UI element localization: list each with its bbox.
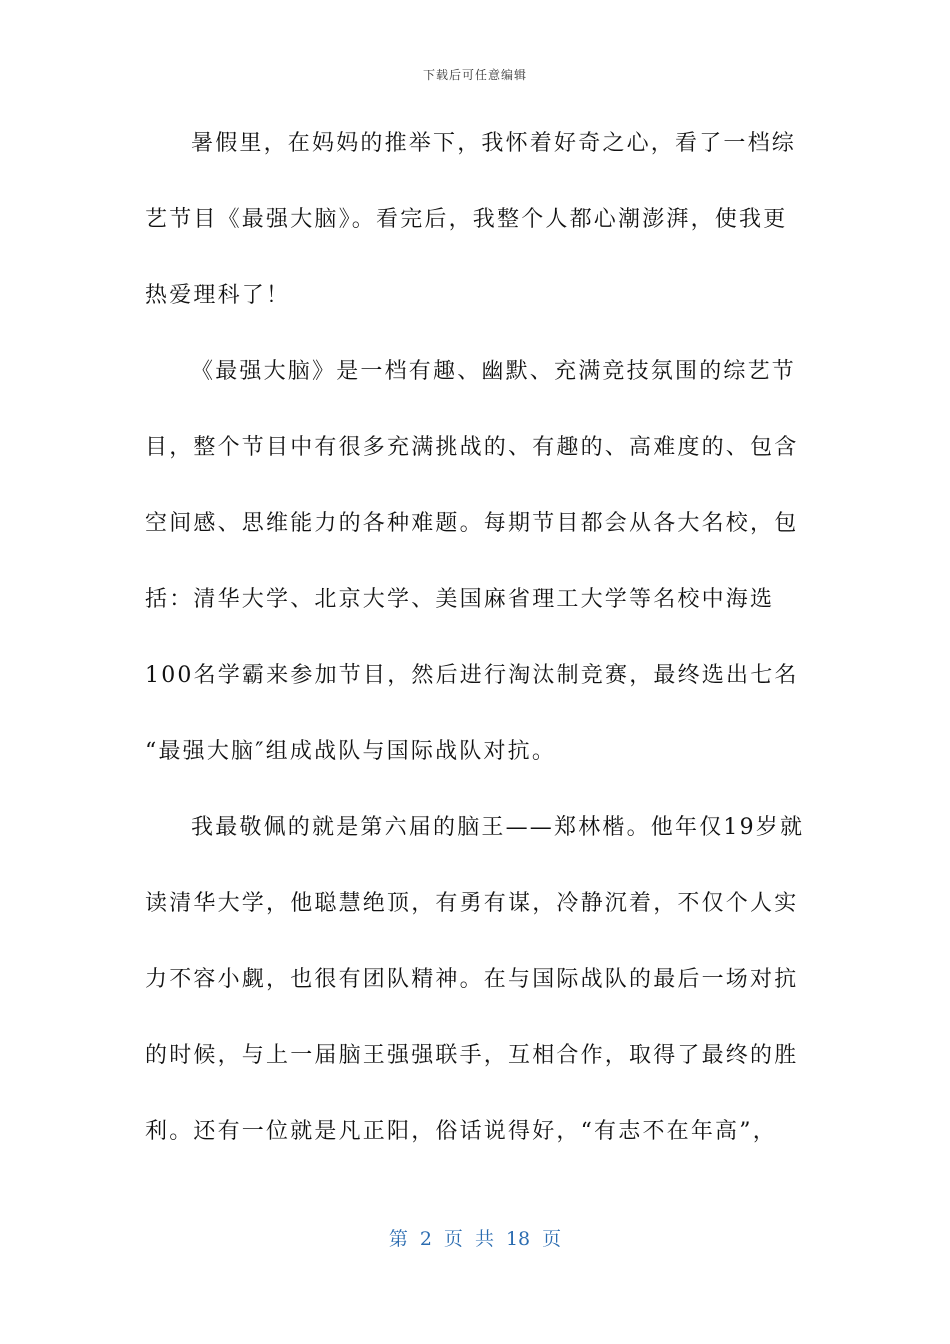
footer-page-number: 2 [419, 1228, 432, 1250]
footer-middle: 页 共 [443, 1228, 494, 1250]
paragraph-2-line-5: 100名学霸来参加节目，然后进行淘汰制竞赛，最终选出七名 [145, 663, 799, 688]
paragraph-3-line-1: 我最敬佩的就是第六届的脑王——郑林楷。他年仅19岁就 [191, 815, 805, 840]
paragraph-1-line-3: 热爱理科了！ [145, 283, 291, 308]
paragraph-2-line-2: 目，整个节目中有很多充满挑战的、有趣的、高难度的、包含 [145, 435, 799, 460]
footer-total-pages: 18 [505, 1228, 531, 1250]
paragraph-3-line-5: 利。还有一位就是凡正阳，俗话说得好，“有志不在年高”， [145, 1119, 777, 1144]
paragraph-3-line-3: 力不容小觑，也很有团队精神。在与国际战队的最后一场对抗 [145, 967, 799, 992]
paragraph-2-line-6: “最强大脑″组成战队与国际战队对抗。 [145, 739, 557, 764]
page-header: 下载后可任意编辑 [422, 68, 527, 82]
footer-suffix: 页 [542, 1228, 562, 1250]
paragraph-2-line-4: 括：清华大学、北京大学、美国麻省理工大学等名校中海选 [145, 587, 775, 612]
paragraph-2-line-1: 《最强大脑》是一档有趣、幽默、充满竞技氛围的综艺节 [191, 359, 797, 384]
document-body [145, 124, 805, 1188]
paragraph-1-line-2: 艺节目《最强大脑》。看完后，我整个人都心潮澎湃，使我更 [145, 207, 788, 232]
footer-prefix: 第 [388, 1228, 408, 1250]
paragraph-3-line-2: 读清华大学，他聪慧绝顶，有勇有谋，冷静沉着，不仅个人实 [145, 891, 799, 916]
paragraph-2-line-3: 空间感、思维能力的各种难题。每期节目都会从各大名校，包 [145, 511, 799, 536]
page-footer [0, 1224, 950, 1251]
paragraph-3-line-4: 的时候，与上一届脑王强强联手，互相合作，取得了最终的胜 [145, 1043, 799, 1068]
paragraph-1-line-1: 暑假里，在妈妈的推举下，我怀着好奇之心，看了一档综 [191, 131, 797, 156]
